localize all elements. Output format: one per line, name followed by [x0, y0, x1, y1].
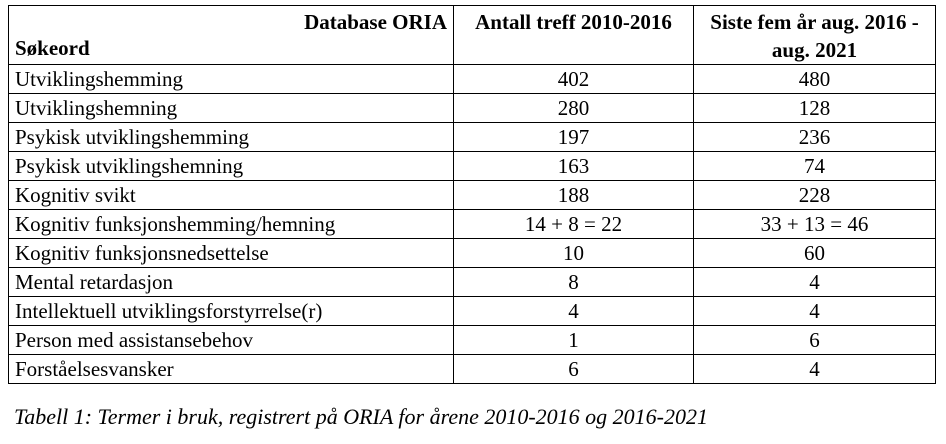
table-row — [9, 355, 936, 384]
table-row — [9, 210, 936, 239]
table-row — [9, 181, 936, 210]
count-2010-2016-cell: 402 — [454, 65, 694, 94]
count-2010-2016-cell: 14 + 8 = 22 — [454, 210, 694, 239]
search-term-cell: Psykisk utviklingshemning — [9, 152, 454, 181]
table-row — [9, 297, 936, 326]
table-row — [9, 65, 936, 94]
count-2016-2021-cell: 228 — [694, 181, 936, 210]
count-2016-2021-cell: 4 — [694, 268, 936, 297]
table-row — [9, 123, 936, 152]
header-count-2010-2016: Antall treff 2010-2016 — [454, 6, 694, 65]
table-row — [9, 326, 936, 355]
table-row — [9, 94, 936, 123]
count-2016-2021-cell: 480 — [694, 65, 936, 94]
terms-table — [8, 5, 936, 384]
search-term-cell: Kognitiv funksjonsnedsettelse — [9, 239, 454, 268]
count-2010-2016-cell: 1 — [454, 326, 694, 355]
count-2016-2021-cell: 60 — [694, 239, 936, 268]
count-2010-2016-cell: 6 — [454, 355, 694, 384]
count-2016-2021-cell: 74 — [694, 152, 936, 181]
search-term-cell: Utviklingshemning — [9, 94, 454, 123]
count-2010-2016-cell: 8 — [454, 268, 694, 297]
count-2010-2016-cell: 197 — [454, 123, 694, 152]
search-term-cell: Kognitiv funksjonshemming/hemning — [9, 210, 454, 239]
header-search-term-label: Søkeord — [15, 36, 90, 60]
count-2016-2021-cell: 4 — [694, 355, 936, 384]
count-2016-2021-cell: 33 + 13 = 46 — [694, 210, 936, 239]
count-2016-2021-cell: 4 — [694, 297, 936, 326]
table-row — [9, 152, 936, 181]
search-term-cell: Mental retardasjon — [9, 268, 454, 297]
count-2016-2021-cell: 236 — [694, 123, 936, 152]
search-term-cell: Kognitiv svikt — [9, 181, 454, 210]
table-body — [9, 65, 936, 384]
search-term-cell: Utviklingshemming — [9, 65, 454, 94]
count-2010-2016-cell: 280 — [454, 94, 694, 123]
count-2010-2016-cell: 10 — [454, 239, 694, 268]
table-caption: Tabell 1: Termer i bruk, registrert på ORIA for årene 2010-2016 og 2016-2021 — [14, 404, 708, 429]
header-database-label: Database ORIA — [304, 10, 447, 34]
header-search-term-cell — [9, 6, 454, 65]
table-row — [9, 268, 936, 297]
count-2010-2016-cell: 163 — [454, 152, 694, 181]
table-header-row — [9, 6, 936, 65]
count-2016-2021-cell: 6 — [694, 326, 936, 355]
count-2010-2016-cell: 4 — [454, 297, 694, 326]
search-term-cell: Person med assistansebehov — [9, 326, 454, 355]
count-2016-2021-cell: 128 — [694, 94, 936, 123]
header-count-last-five-years: Siste fem år aug. 2016 - aug. 2021 — [694, 6, 936, 65]
search-term-cell: Psykisk utviklingshemming — [9, 123, 454, 152]
count-2010-2016-cell: 188 — [454, 181, 694, 210]
search-term-cell: Forståelsesvansker — [9, 355, 454, 384]
terms-table-container — [8, 5, 935, 384]
table-row — [9, 239, 936, 268]
search-term-cell: Intellektuell utviklingsforstyrrelse(r) — [9, 297, 454, 326]
